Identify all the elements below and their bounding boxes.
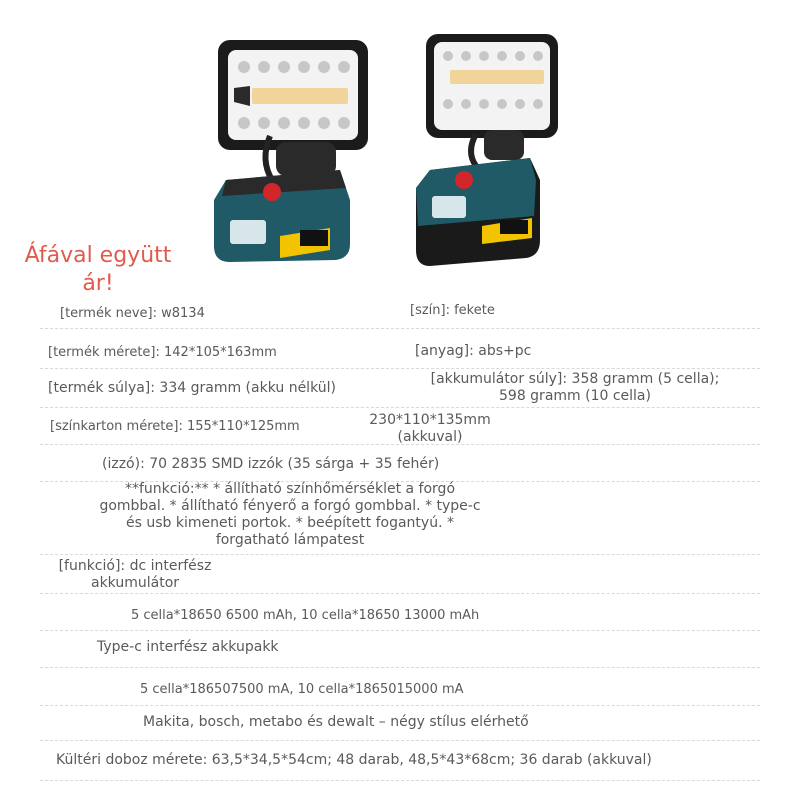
spec-battery-weight-line1: [akkumulátor súly]: 358 gramm (5 cella); xyxy=(430,371,720,387)
divider xyxy=(40,328,760,329)
spec-function-line2: gombbal. * állítható fényerő a forgó gombbal. * type-c xyxy=(99,498,481,514)
spec-carton-battery xyxy=(350,412,510,446)
divider xyxy=(40,667,760,668)
spec-carton-battery-line2: (akkuval) xyxy=(397,429,463,445)
spec-material: [anyag]: abs+pc xyxy=(415,343,532,359)
spec-color: [szín]: fekete xyxy=(410,303,495,318)
divider xyxy=(40,780,760,781)
divider xyxy=(40,554,760,555)
spec-typec-pack: Type-c interfész akkupakk xyxy=(97,639,279,655)
divider xyxy=(40,368,760,369)
spec-function-line4: forgatható lámpatest xyxy=(215,532,365,548)
product-images xyxy=(200,30,580,270)
spec-carton: [színkarton mérete]: 155*110*125mm xyxy=(50,419,300,434)
spec-carton-battery-line1: 230*110*135mm xyxy=(369,412,491,428)
work-light-black xyxy=(416,34,558,266)
price-label xyxy=(18,242,178,298)
price-label-line2: ár! xyxy=(82,271,114,296)
divider xyxy=(40,444,760,445)
spec-battery-weight-line2: 598 gramm (10 cella) xyxy=(499,388,651,404)
spec-size: [termék mérete]: 142*105*163mm xyxy=(48,345,277,360)
spec-battery-weight xyxy=(410,371,740,405)
spec-name: [termék neve]: w8134 xyxy=(60,306,205,321)
spec-weight: [termék súlya]: 334 gramm (akku nélkül) xyxy=(48,380,336,396)
spec-function-dc-line2: akkumulátor xyxy=(90,575,180,591)
spec-function-line1: **funkció:** * állítható színhőmérséklet a forgó xyxy=(124,481,456,497)
divider xyxy=(40,407,760,408)
spec-function-dc-line1: [funkció]: dc interfész xyxy=(58,558,212,574)
spec-function xyxy=(40,481,540,549)
spec-function-dc xyxy=(40,558,230,592)
work-light-teal xyxy=(214,40,368,262)
spec-capacity-dc: 5 cella*18650 6500 mAh, 10 cella*18650 13000 mAh xyxy=(131,608,480,623)
spec-capacity-typec: 5 cella*186507500 mA, 10 cella*1865015000 mA xyxy=(140,682,464,697)
divider xyxy=(40,705,760,706)
spec-function-line3: és usb kimeneti portok. * beépített fogantyú. * xyxy=(126,515,454,531)
divider xyxy=(40,740,760,741)
price-label-line1: Áfával együtt xyxy=(24,243,172,268)
divider xyxy=(40,593,760,594)
spec-outer-box: Kültéri doboz mérete: 63,5*34,5*54cm; 48 darab, 48,5*43*68cm; 36 darab (akkuval) xyxy=(56,752,652,768)
spec-styles: Makita, bosch, metabo és dewalt – négy stílus elérhető xyxy=(143,714,529,730)
divider xyxy=(40,630,760,631)
spec-bulb: (izzó): 70 2835 SMD izzók (35 sárga + 35 fehér) xyxy=(102,456,440,472)
